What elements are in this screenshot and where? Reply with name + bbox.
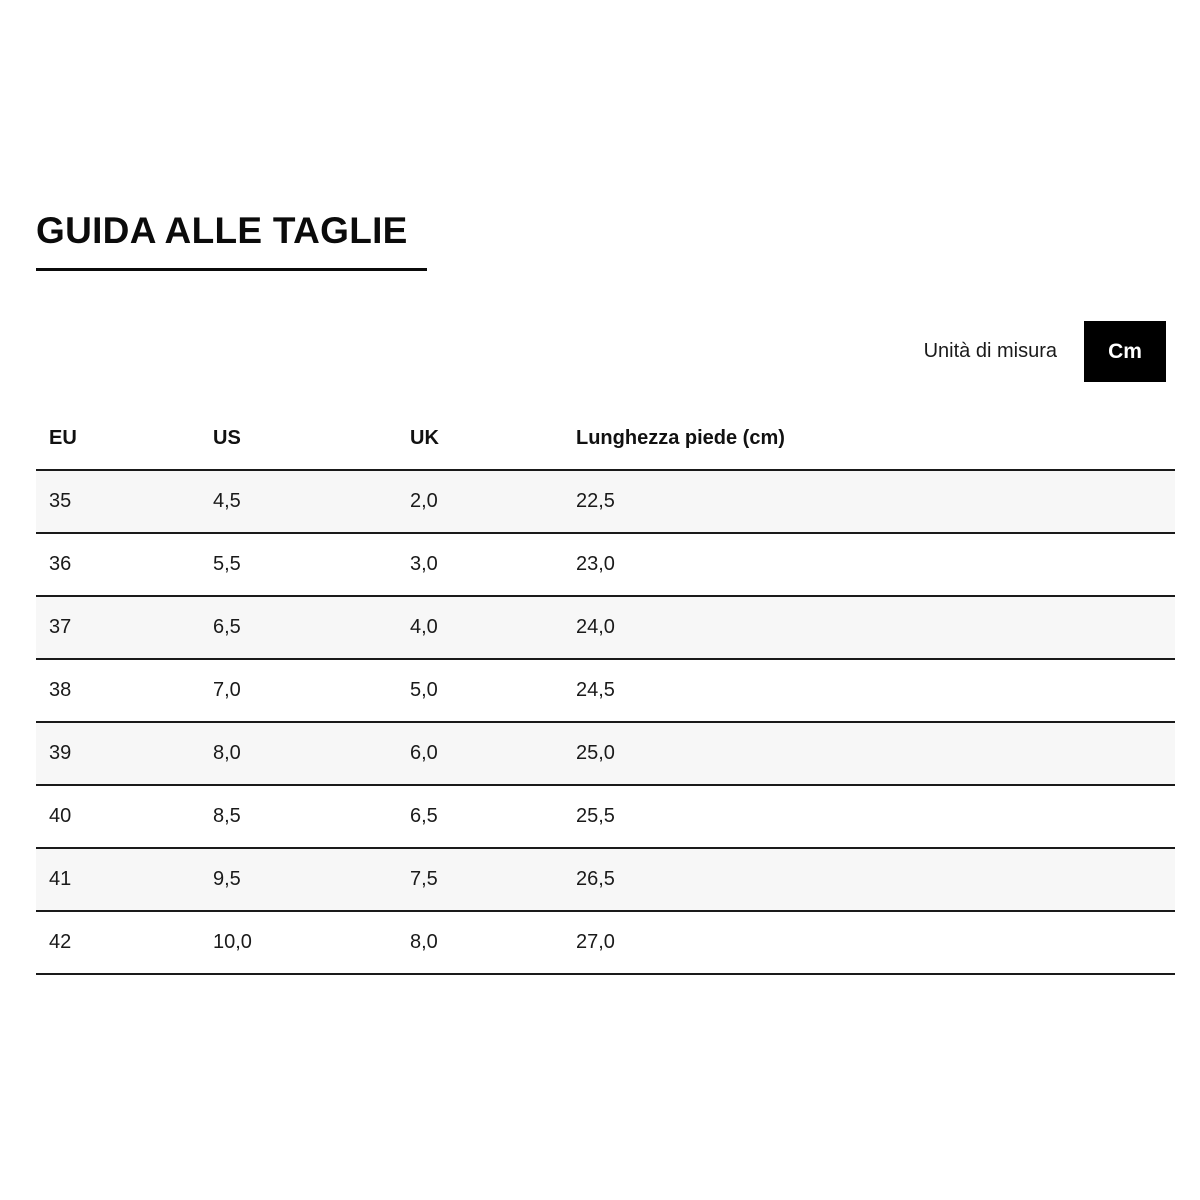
cell-eu: 36 [36,533,200,596]
cell-us: 4,5 [200,470,397,533]
table-row [36,470,1175,533]
table-row [36,848,1175,911]
cell-foot-length: 26,5 [563,848,1175,911]
unit-label: Unità di misura [923,340,1057,362]
unit-toggle-button[interactable]: Cm [1084,321,1166,382]
cell-uk: 6,0 [397,722,563,785]
cell-foot-length: 22,5 [563,470,1175,533]
header-eu: EU [36,407,200,470]
cell-uk: 8,0 [397,911,563,974]
cell-eu: 42 [36,911,200,974]
cell-eu: 38 [36,659,200,722]
page-title: GUIDA ALLE TAGLIE [36,210,408,251]
table-row [36,722,1175,785]
cell-us: 10,0 [200,911,397,974]
table-row [36,785,1175,848]
table-row [36,533,1175,596]
cell-us: 9,5 [200,848,397,911]
cell-us: 8,0 [200,722,397,785]
cell-eu: 40 [36,785,200,848]
cell-uk: 6,5 [397,785,563,848]
cell-uk: 2,0 [397,470,563,533]
table-row [36,659,1175,722]
cell-eu: 39 [36,722,200,785]
table-header-row [36,407,1175,470]
table-row [36,596,1175,659]
cell-uk: 5,0 [397,659,563,722]
cell-foot-length: 25,0 [563,722,1175,785]
size-table [36,407,1175,975]
title-underline [36,268,427,271]
cell-eu: 37 [36,596,200,659]
cell-us: 8,5 [200,785,397,848]
cell-foot-length: 24,5 [563,659,1175,722]
header-foot-length: Lunghezza piede (cm) [563,407,1175,470]
cell-us: 7,0 [200,659,397,722]
cell-foot-length: 27,0 [563,911,1175,974]
cell-eu: 41 [36,848,200,911]
cell-uk: 3,0 [397,533,563,596]
table-row [36,911,1175,974]
cell-us: 6,5 [200,596,397,659]
header-uk: UK [397,407,563,470]
header-us: US [200,407,397,470]
cell-us: 5,5 [200,533,397,596]
cell-foot-length: 24,0 [563,596,1175,659]
cell-foot-length: 23,0 [563,533,1175,596]
cell-uk: 7,5 [397,848,563,911]
cell-uk: 4,0 [397,596,563,659]
cell-eu: 35 [36,470,200,533]
cell-foot-length: 25,5 [563,785,1175,848]
